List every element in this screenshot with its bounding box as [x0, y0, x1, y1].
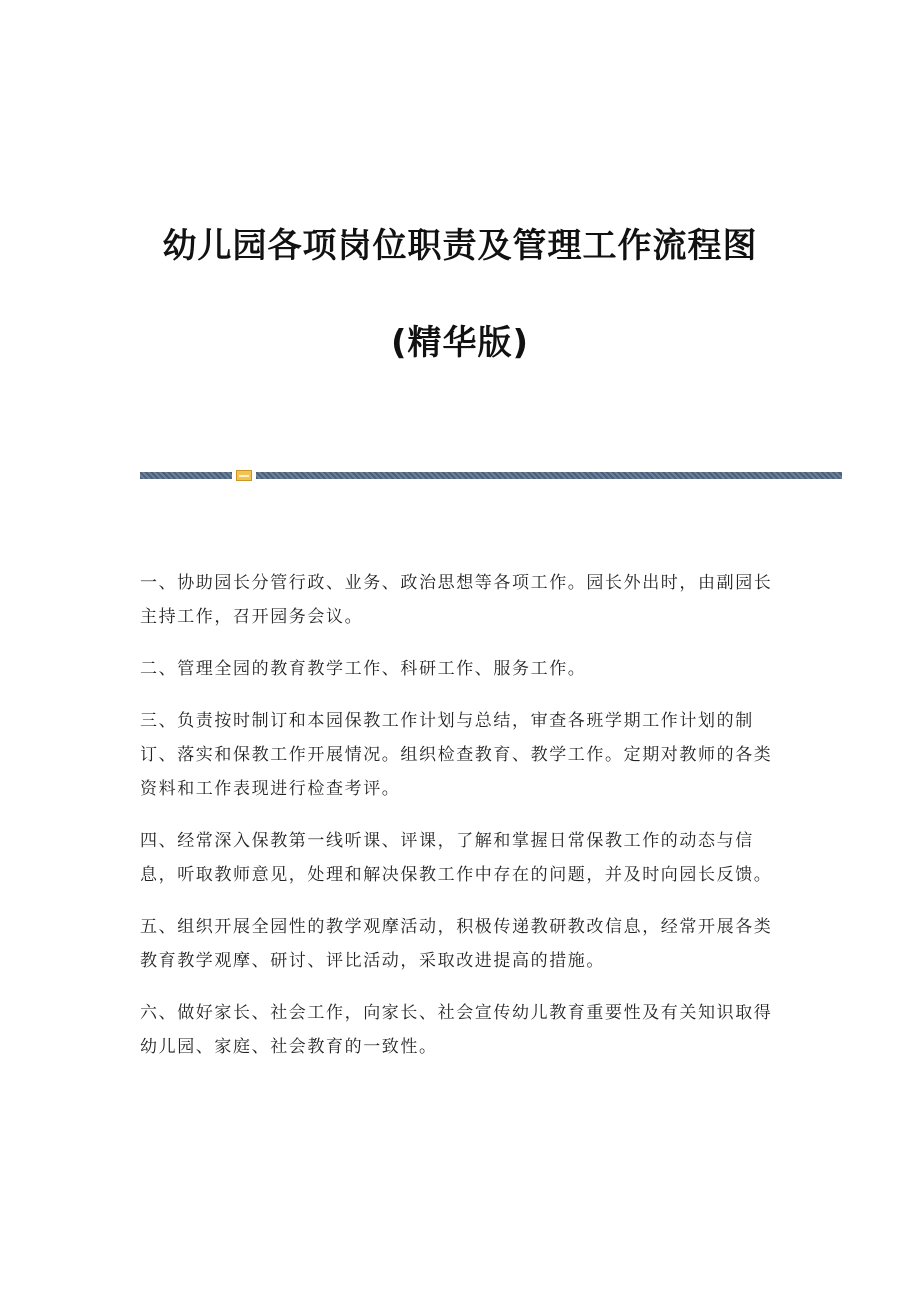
- divider-bar-left: [140, 472, 232, 479]
- decorative-divider: [140, 470, 842, 480]
- document-body: [140, 566, 780, 1082]
- divider-bar-right: [256, 472, 842, 479]
- document-subtitle: (精华版): [390, 323, 530, 363]
- paragraph-5: 五、组织开展全园性的教学观摩活动，积极传递教研教改信息，经常开展各类教育教学观摩、研讨、评比活动，采取改进提高的措施。: [140, 917, 773, 971]
- document-title: 幼儿园各项岗位职责及管理工作流程图: [162, 226, 758, 266]
- paragraph-4: 四、经常深入保教第一线听课、评课，了解和掌握日常保教工作的动态与信息，听取教师意见，处理和解决保教工作中存在的问题，并及时向园长反馈。: [140, 831, 773, 885]
- paragraph-6: 六、做好家长、社会工作，向家长、社会宣传幼儿教育重要性及有关知识取得幼儿园、家庭、社会教育的一致性。: [140, 1003, 773, 1057]
- paragraph-1: 一、协助园长分管行政、业务、政治思想等各项工作。园长外出时，由副园长主持工作，召开园务会议。: [140, 573, 773, 627]
- divider-ornament-icon: [236, 470, 252, 481]
- paragraph-3: 三、负责按时制订和本园保教工作计划与总结，审查各班学期工作计划的制订、落实和保教工作开展情况。组织检查教育、教学工作。定期对教师的各类资料和工作表现进行检查考评。: [140, 711, 773, 799]
- paragraph-2: 二、管理全园的教育教学工作、科研工作、服务工作。: [140, 659, 587, 679]
